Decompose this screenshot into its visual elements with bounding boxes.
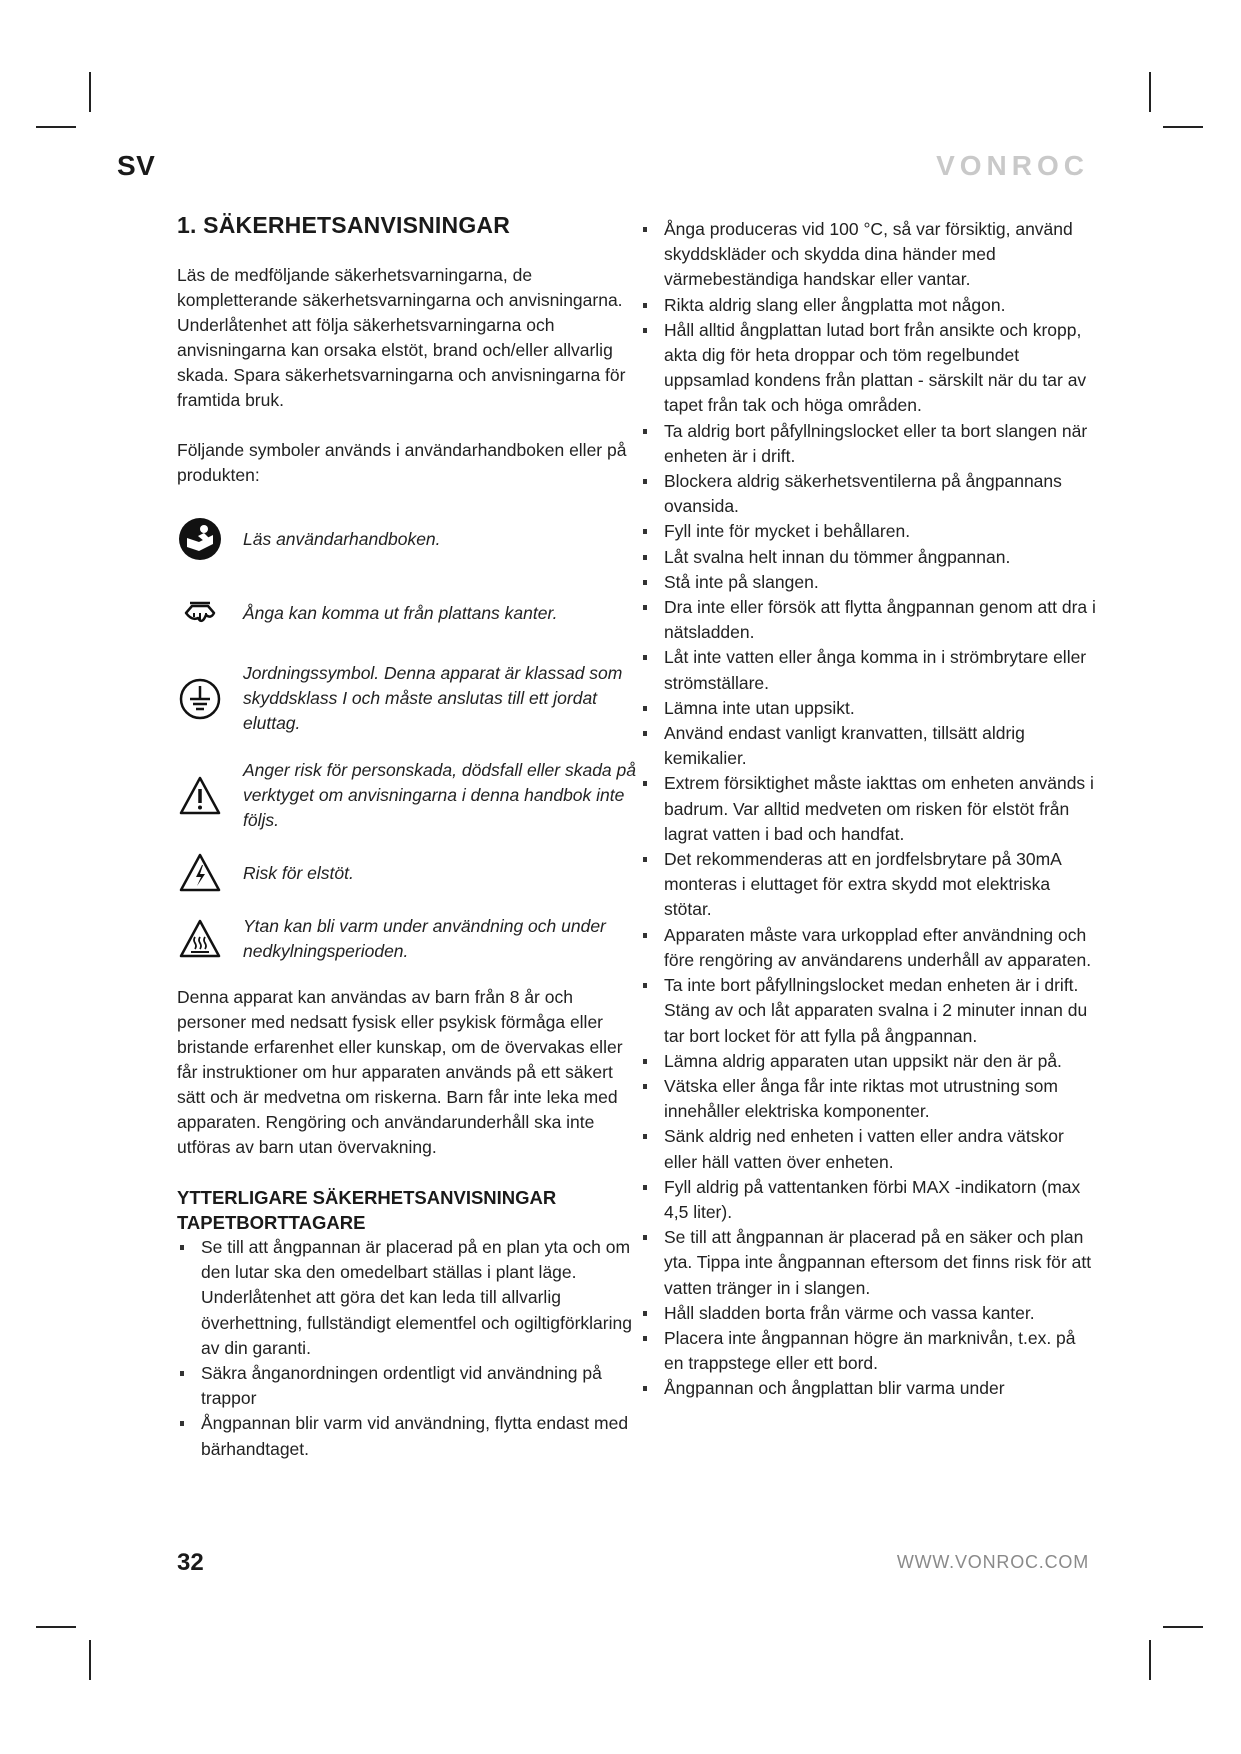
list-item: Använd endast vanligt kranvatten, tillsätt aldrig kemikalier. <box>640 721 1096 771</box>
list-item: Se till att ångpannan är placerad på en plan yta och om den lutar ska den omedelbart ställas i plant läge. Underlåtenhet att göra det kan leda till allvarlig överhettning, fullständigt elementfel och ogiltigförklaring av din garanti. <box>177 1235 637 1361</box>
list-item: Ångpannan blir varm vid användning, flytta endast med bärhandtaget. <box>177 1411 637 1461</box>
symbol-grounding <box>177 661 637 736</box>
symbol-hot-surface <box>177 913 637 965</box>
list-item: Håll sladden borta från värme och vassa kanter. <box>640 1301 1096 1326</box>
list-item: Säkra ånganordningen ordentligt vid användning på trappor <box>177 1361 637 1411</box>
list-item: Sänk aldrig ned enheten i vatten eller andra vätskor eller häll vatten över enheten. <box>640 1124 1096 1174</box>
crop-mark <box>36 1626 76 1628</box>
symbol-steam-edges <box>177 587 637 639</box>
symbol-text: Jordningssymbol. Denna apparat är klassad som skyddsklass I och måste anslutas till ett jordat eluttag. <box>243 663 623 733</box>
section-title: 1. SÄKERHETSANVISNINGAR <box>177 212 511 238</box>
list-item: Vätska eller ånga får inte riktas mot utrustning som innehåller elektriska komponenter. <box>640 1074 1096 1124</box>
crop-mark <box>1163 1626 1203 1628</box>
hot-surface-icon <box>177 916 223 962</box>
list-item: Fyll inte för mycket i behållaren. <box>640 519 1096 544</box>
list-item: Låt inte vatten eller ånga komma in i strömbrytare eller strömställare. <box>640 645 1096 695</box>
subheading-additional-safety: YTTERLIGARE SÄKERHETSANVISNINGAR <box>177 1187 557 1208</box>
list-item: Det rekommenderas att en jordfelsbrytare på 30mA monteras i eluttaget för extra skydd mot elektriska stötar. <box>640 847 1096 923</box>
symbol-warning <box>177 758 637 833</box>
list-item: Lämna inte utan uppsikt. <box>640 696 1096 721</box>
electric-shock-icon <box>177 850 223 896</box>
list-item: Fyll aldrig på vattentanken förbi MAX -indikatorn (max 4,5 liter). <box>640 1175 1096 1225</box>
list-item: Lämna aldrig apparaten utan uppsikt när den är på. <box>640 1049 1096 1074</box>
list-item: Apparaten måste vara urkopplad efter användning och före rengöring av användarens underhåll av apparaten. <box>640 923 1096 973</box>
left-bullet-list <box>177 1235 637 1462</box>
left-column <box>177 212 637 1462</box>
website-url[interactable]: WWW.VONROC.COM <box>896 1552 1089 1572</box>
symbols-intro: Följande symboler används i användarhandboken eller på produkten: <box>177 440 627 485</box>
page-number: 32 <box>177 1549 204 1576</box>
list-item: Rikta aldrig slang eller ångplatta mot någon. <box>640 293 1096 318</box>
list-item: Ta aldrig bort påfyllningslocket eller ta bort slangen när enheten är i drift. <box>640 419 1096 469</box>
warning-icon <box>177 773 223 819</box>
symbol-text: Ånga kan komma ut från plattans kanter. <box>243 602 558 623</box>
crop-mark <box>1149 1640 1151 1680</box>
list-item: Låt svalna helt innan du tömmer ångpannan. <box>640 545 1096 570</box>
list-item: Extrem försiktighet måste iakttas om enheten används i badrum. Var alltid medveten om risken för elstöt från lagrat vatten i bad och handfat. <box>640 771 1096 847</box>
list-item: Ångpannan och ångplattan blir varma under <box>640 1376 1096 1401</box>
crop-mark <box>89 72 91 112</box>
intro-paragraph: Läs de medföljande säkerhetsvarningarna, de kompletterande säkerhetsvarningarna och anvisningarna. Underlåtenhet att följa säkerhetsvarningarna och anvisningarna kan orsaka elstöt, brand och/eller allvarlig skada. Spara säkerhetsvarningarna och anvisningarna för framtida bruk. <box>177 265 626 410</box>
symbol-electric-shock <box>177 847 637 899</box>
children-paragraph: Denna apparat kan användas av barn från 8 år och personer med nedsatt fysisk eller psykisk förmåga eller bristande erfarenhet eller kunskap, om de övervakas eller får instruktioner om hur apparaten används på ett säkert sätt och är medvetna om riskerna. Barn får inte leka med apparaten. Rengöring och användarunderhåll ska inte utföras av barn utan övervakning. <box>177 987 623 1157</box>
list-item: Ånga produceras vid 100 °C, så var försiktig, använd skyddskläder och skydda dina händer med värmebeständiga handskar eller vantar. <box>640 217 1096 293</box>
list-item: Håll alltid ångplattan lutad bort från ansikte och kropp, akta dig för heta droppar och töm regelbundet uppsamlad kondens från plattan - särskilt när du tar av tapet från tak och höga områden. <box>640 318 1096 419</box>
symbol-text: Ytan kan bli varm under användning och under nedkylningsperioden. <box>243 916 606 961</box>
right-column <box>640 217 1096 1402</box>
language-code: SV <box>117 150 156 181</box>
symbol-text: Risk för elstöt. <box>243 862 354 883</box>
list-item: Blockera aldrig säkerhetsventilerna på ångpannans ovansida. <box>640 469 1096 519</box>
grounding-icon <box>177 676 223 722</box>
crop-mark <box>1149 72 1151 112</box>
list-item: Stå inte på slangen. <box>640 570 1096 595</box>
subheading-wallpaper-remover: TAPETBORTTAGARE <box>177 1212 366 1233</box>
brand-logo: VONROC <box>936 150 1089 181</box>
crop-mark <box>36 126 76 128</box>
symbol-text: Anger risk för personskada, dödsfall eller skada på verktyget om anvisningarna i denna handbok inte följs. <box>243 760 636 830</box>
steam-edges-icon <box>177 590 223 636</box>
read-manual-icon <box>177 516 223 562</box>
list-item: Se till att ångpannan är placerad på en säker och plan yta. Tippa inte ångpannan eftersom det finns risk för att vatten tränger in i slangen. <box>640 1225 1096 1301</box>
crop-mark <box>89 1640 91 1680</box>
crop-mark <box>1163 126 1203 128</box>
right-bullet-list <box>640 217 1096 1402</box>
symbol-read-manual <box>177 513 637 565</box>
list-item: Placera inte ångpannan högre än marknivån, t.ex. på en trappstege eller ett bord. <box>640 1326 1096 1376</box>
symbol-text: Läs användarhandboken. <box>243 528 441 549</box>
list-item: Dra inte eller försök att flytta ångpannan genom att dra i nätsladden. <box>640 595 1096 645</box>
list-item: Ta inte bort påfyllningslocket medan enheten är i drift. Stäng av och låt apparaten svalna i 2 minuter innan du tar bort locket för att fylla på ångpannan. <box>640 973 1096 1049</box>
